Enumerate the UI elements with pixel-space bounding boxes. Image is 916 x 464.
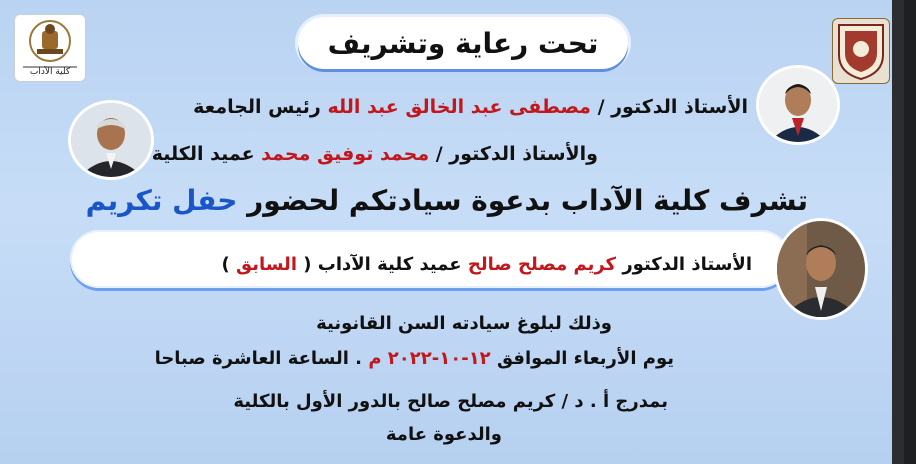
reason-line: وذلك لبلوغ سيادته السن القانونية — [316, 313, 612, 334]
invitation-text: تشرف كلية الآداب بدعوة سيادتكم لحضور — [247, 184, 808, 217]
patron-2-role: عميد الكلية — [151, 143, 255, 165]
patron-2-prefix: والأستاذ الدكتور / — [435, 143, 598, 165]
venue-line: بمدرج أ . د / كريم مصلح صالح بالدور الأول بالكلية — [233, 391, 668, 412]
honoree-former: السابق — [236, 254, 297, 275]
page-title: تحت رعاية وتشريف — [327, 26, 599, 60]
honoree-photo — [774, 218, 868, 320]
open-invitation: والدعوة عامة — [385, 424, 502, 445]
faculty-logo — [14, 14, 86, 82]
president-photo — [756, 65, 840, 145]
invitation-line — [86, 184, 808, 217]
date-line — [155, 348, 674, 369]
title-banner — [298, 17, 628, 69]
patron-1-prefix: الأستاذ الدكتور / — [597, 96, 748, 118]
event-name: حفل تكريم — [85, 184, 238, 217]
patron-1-line — [193, 96, 748, 118]
patron-2-line — [152, 143, 598, 165]
honoree-name: كريم مصلح صالح — [467, 254, 617, 275]
date-prefix: يوم الأربعاء الموافق — [496, 348, 674, 369]
honoree-prefix: الأستاذ الدكتور — [622, 254, 752, 275]
faculty-logo-caption: كلية الآداب — [29, 67, 71, 77]
honoree-line — [221, 254, 752, 275]
patron-2-name: محمد توفيق محمد — [261, 143, 430, 165]
honoree-role: عميد كلية الآداب ( — [303, 254, 462, 275]
event-time: . الساعة العاشرة صباحا — [154, 348, 363, 369]
window-edge — [892, 0, 904, 464]
patron-1-name: مصطفى عبد الخالق عبد الله — [327, 96, 591, 118]
dean-photo — [68, 100, 154, 180]
event-date: ١٢-١٠-٢٠٢٢ م — [368, 348, 491, 369]
patron-1-role: رئيس الجامعة — [193, 96, 321, 118]
university-logo — [832, 18, 890, 84]
honoree-close: ) — [221, 254, 230, 275]
